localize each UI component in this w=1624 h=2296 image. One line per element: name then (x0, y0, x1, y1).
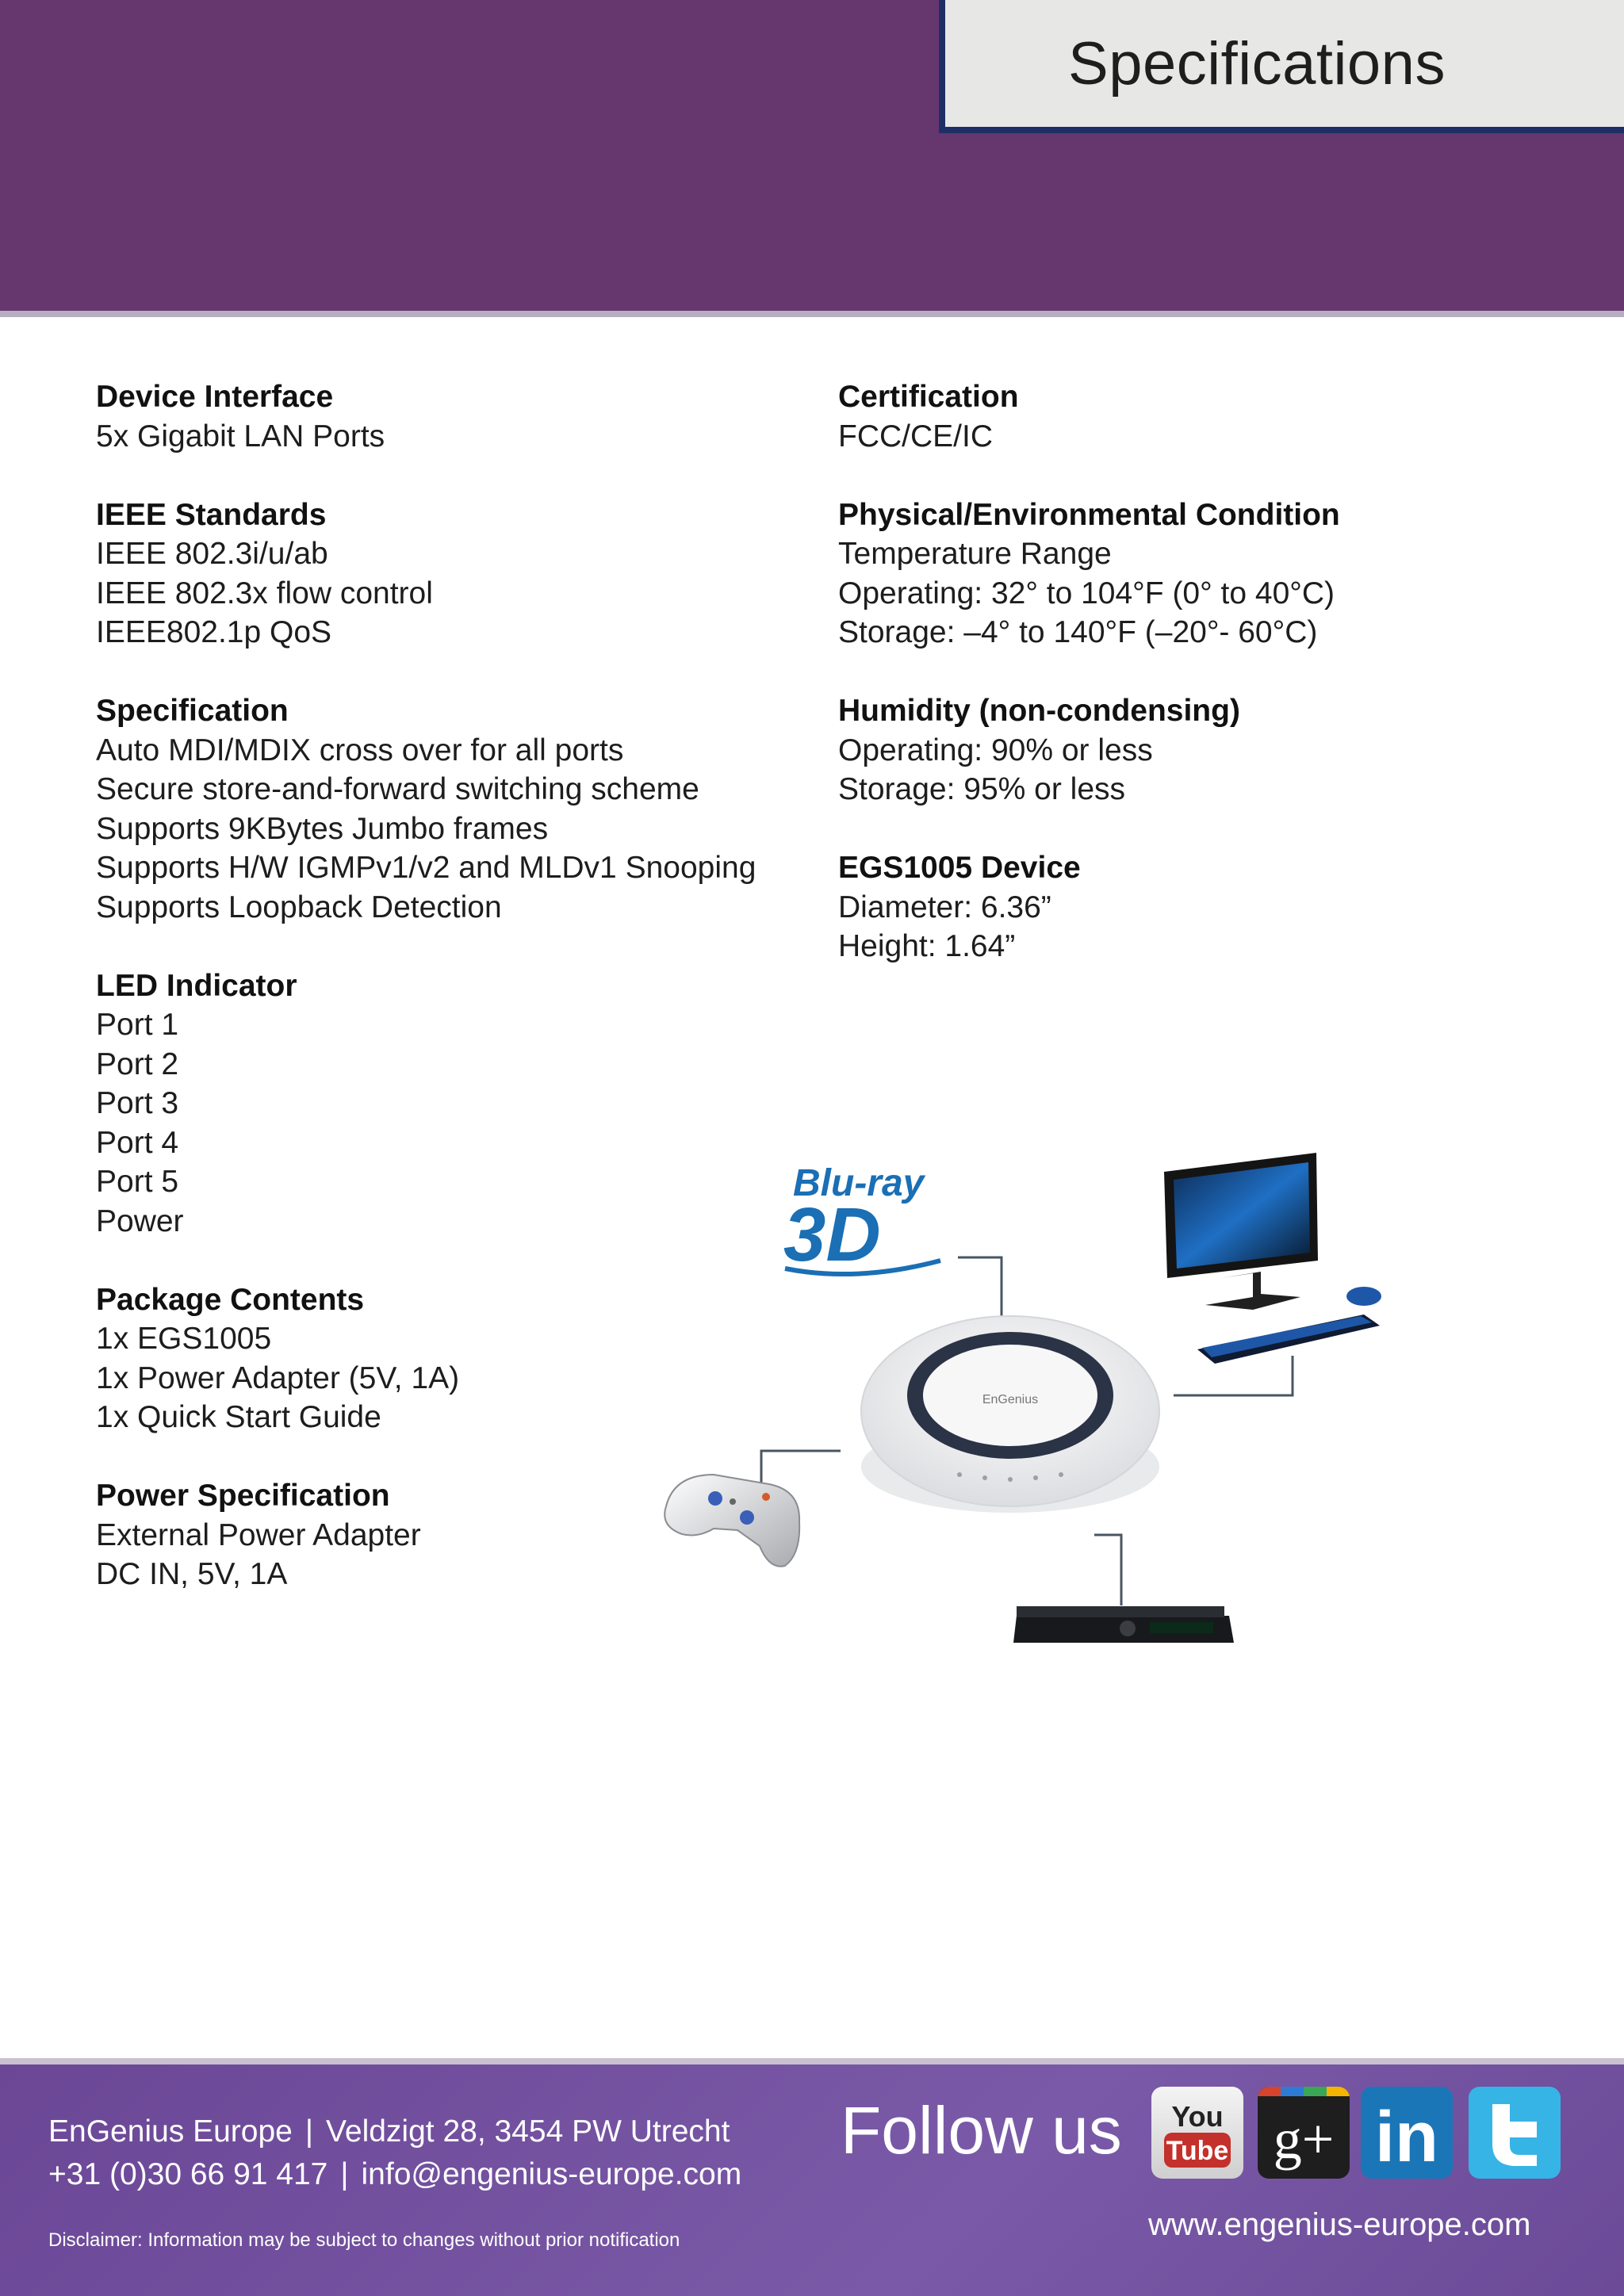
gamepad-center (730, 1498, 736, 1505)
monitor-stand (1205, 1272, 1300, 1310)
mouse (1346, 1287, 1381, 1306)
spec-section-device-dimensions (838, 848, 1568, 966)
section-title: Device Interface (96, 380, 334, 414)
footer-contact (48, 2153, 741, 2196)
router-device (861, 1316, 1159, 1513)
header-divider (0, 311, 1624, 317)
spec-line: Port 4 (96, 1125, 179, 1160)
spec-line: Operating: 90% or less (838, 733, 1153, 767)
footer-address (48, 2110, 730, 2153)
bluray-3d-mark: 3D (783, 1192, 881, 1277)
spec-section-humidity (838, 691, 1568, 809)
street-address: Veldzigt 28, 3454 PW Utrecht (326, 2114, 730, 2149)
spec-line: Port 5 (96, 1165, 179, 1199)
connector-pc (1174, 1356, 1293, 1395)
spec-line: 1x Quick Start Guide (96, 1400, 381, 1434)
website-link[interactable]: www.engenius-europe.com (1148, 2207, 1531, 2242)
page-title: Specifications (1068, 29, 1446, 98)
spec-line: Supports H/W IGMPv1/v2 and MLDv1 Snooping (96, 851, 756, 885)
title-box (939, 0, 1624, 133)
twitter-icon[interactable] (1469, 2087, 1561, 2179)
bluray-wordmark: Blu-ray (793, 1162, 925, 1204)
spec-line: Supports 9KBytes Jumbo frames (96, 811, 549, 846)
spec-line: FCC/CE/IC (838, 419, 993, 453)
footer-divider (0, 2058, 1624, 2064)
separator: | (340, 2157, 349, 2191)
player-display (1150, 1622, 1213, 1633)
youtube-icon[interactable] (1151, 2087, 1243, 2179)
youtube-you: You (1171, 2100, 1224, 2133)
section-title: EGS1005 Device (838, 851, 1081, 885)
spec-line: External Power Adapter (96, 1517, 421, 1552)
spec-section-specification (96, 691, 794, 927)
section-title: LED Indicator (96, 968, 297, 1003)
spec-section-ieee-standards (96, 496, 794, 652)
disclaimer: Disclaimer: Information may be subject to changes without prior notification (48, 2229, 680, 2251)
spec-line: Secure store-and-forward switching scheme (96, 772, 699, 806)
gplus-glyph: g+ (1273, 2107, 1335, 2171)
gamepad-button (762, 1493, 770, 1501)
spec-line: Auto MDI/MDIX cross over for all ports (96, 733, 624, 767)
spec-line: Port 2 (96, 1047, 179, 1081)
phone-number[interactable]: +31 (0)30 66 91 417 (48, 2157, 328, 2191)
player-knob (1120, 1621, 1136, 1636)
linkedin-icon[interactable] (1361, 2087, 1453, 2179)
spec-line: Storage: 95% or less (838, 772, 1126, 806)
gamepad-icon (665, 1475, 799, 1567)
section-title: Package Contents (96, 1282, 365, 1317)
company-name: EnGenius Europe (48, 2114, 293, 2149)
spec-line: Port 1 (96, 1008, 179, 1042)
keyboard-keys (1202, 1316, 1372, 1357)
spec-section-certification (838, 377, 1568, 456)
spec-line: 1x Power Adapter (5V, 1A) (96, 1360, 460, 1395)
diagram-svg (650, 1142, 1411, 1697)
desktop-pc-icon (1164, 1153, 1381, 1364)
bluray-3d-logo (783, 1162, 940, 1277)
twitter-t-glyph (1492, 2104, 1537, 2166)
gamepad-stick-left (708, 1491, 722, 1506)
spec-line: Temperature Range (838, 537, 1112, 571)
spec-line: Operating: 32° to 104°F (0° to 40°C) (838, 576, 1335, 610)
media-player-icon (1013, 1606, 1234, 1643)
spec-line: IEEE802.1p QoS (96, 615, 332, 649)
email-link[interactable]: info@engenius-europe.com (361, 2157, 742, 2191)
section-title: IEEE Standards (96, 497, 327, 532)
spec-line: IEEE 802.3x flow control (96, 576, 433, 610)
section-title: Humidity (non-condensing) (838, 694, 1240, 728)
spec-line: IEEE 802.3i/u/ab (96, 537, 328, 571)
title-inner (945, 0, 1624, 127)
player-top (1017, 1606, 1224, 1617)
gamepad-stick-right (740, 1510, 754, 1525)
linkedin-glyph: in (1375, 2098, 1438, 2177)
section-title: Certification (838, 380, 1019, 414)
connectivity-diagram (650, 1142, 1411, 1697)
section-title: Specification (96, 694, 289, 728)
spec-section-environmental (838, 496, 1568, 652)
spec-section-device-interface (96, 377, 794, 456)
separator: | (304, 2114, 314, 2149)
spec-line: Port 3 (96, 1086, 179, 1120)
follow-us-label: Follow us (841, 2093, 1122, 2168)
gamepad-body (665, 1475, 799, 1567)
router-brand: EnGenius (982, 1393, 1039, 1406)
section-title: Physical/Environmental Condition (838, 497, 1340, 532)
monitor-screen (1174, 1162, 1310, 1269)
spec-line: 5x Gigabit LAN Ports (96, 419, 385, 453)
spec-line: 1x EGS1005 (96, 1322, 272, 1356)
section-title: Power Specification (96, 1479, 390, 1513)
google-plus-icon[interactable] (1258, 2087, 1350, 2179)
spec-line: DC IN, 5V, 1A (96, 1557, 288, 1591)
spec-line: Storage: –4° to 140°F (–20°- 60°C) (838, 615, 1318, 649)
spec-line: Diameter: 6.36” (838, 890, 1051, 924)
youtube-tube: Tube (1166, 2136, 1229, 2166)
specs-right-column (838, 377, 1568, 1005)
connector-media-player (1094, 1535, 1121, 1605)
spec-line: Supports Loopback Detection (96, 890, 502, 924)
spec-line: Power (96, 1203, 184, 1238)
spec-line: Height: 1.64” (838, 929, 1016, 963)
